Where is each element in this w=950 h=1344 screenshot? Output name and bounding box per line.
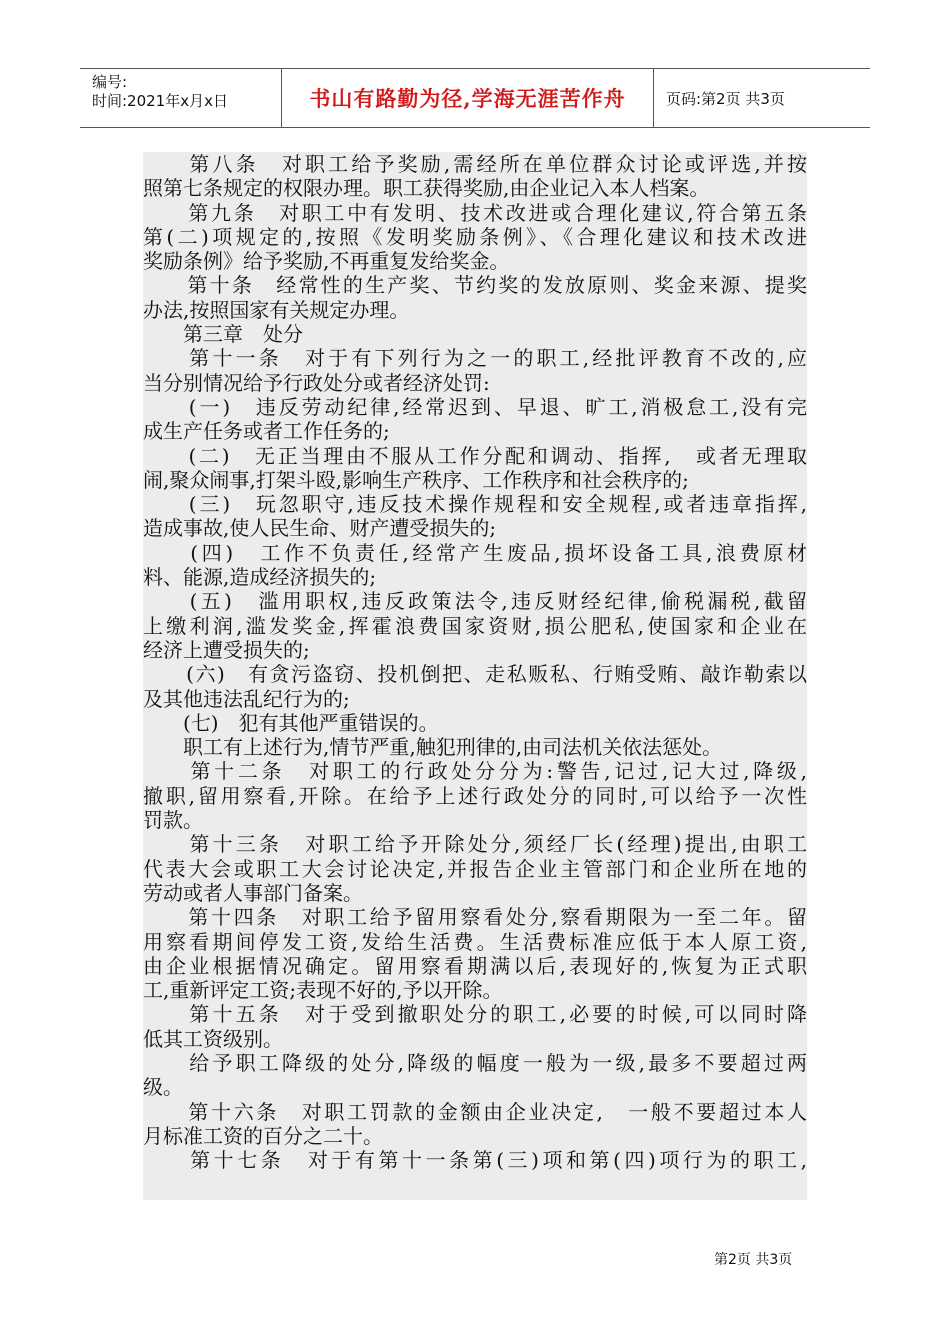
text-line: (三) 玩忽职守,违反技术操作规程和安全规程,或者违章指挥, xyxy=(143,492,807,517)
text-line: 职工有上述行为,情节严重,触犯刑律的,由司法机关依法惩处。 xyxy=(143,735,723,760)
text-line: 用察看期间停发工资,发给生活费。生活费标准应低于本人原工资, xyxy=(143,929,807,954)
text-line: 及其他违法乱纪行为的; xyxy=(143,686,350,711)
footer-page-number: 第2页 共3页 xyxy=(714,1252,793,1268)
text-line: 成生产任务或者工作任务的; xyxy=(143,419,390,444)
text-line: (七) 犯有其他严重错误的。 xyxy=(143,710,439,735)
text-line: 第十二条 对职工的行政处分分为:警告,记过,记大过,降级, xyxy=(143,759,807,784)
text-line: 第八条 对职工给予奖励,需经所在单位群众讨论或评选,并按 xyxy=(143,152,807,176)
text-line: (五) 滥用职权,违反政策法令,违反财经纪律,偷税漏税,截留 xyxy=(143,589,807,614)
document-number-label: 编号: xyxy=(92,73,128,91)
text-line: 第十七条 对于有第十一条第(三)项和第(四)项行为的职工, xyxy=(143,1148,807,1173)
text-line: 罚款。 xyxy=(143,808,203,833)
text-line: 第九条 对职工中有发明、技术改进或合理化建议,符合第五条 xyxy=(143,200,807,225)
text-line: 第十四条 对职工给予留用察看处分,察看期限为一至二年。留 xyxy=(143,905,807,930)
text-line: 上缴利润,滥发奖金,挥霍浪费国家资财,损公肥私,使国家和企业在 xyxy=(143,613,807,638)
text-line: (六) 有贪污盗窃、投机倒把、走私贩私、行贿受贿、敲诈勒索以 xyxy=(143,662,807,687)
text-line: 第十六条 对职工罚款的金额由企业决定, 一般不要超过本人 xyxy=(143,1099,807,1124)
text-line: 照第七条规定的权限办理。职工获得奖励,由企业记入本人档案。 xyxy=(143,176,710,201)
text-line: 奖励条例》给予奖励,不再重复发给奖金。 xyxy=(143,249,510,274)
text-line: (一) 违反劳动纪律,经常迟到、早退、旷工,消极怠工,没有完 xyxy=(143,394,807,419)
text-line: 第三章 处分 xyxy=(143,322,303,347)
header-page-number: 页码:第2页 共3页 xyxy=(666,89,785,108)
text-line: 低其工资级别。 xyxy=(143,1026,283,1051)
text-line: 级。 xyxy=(143,1075,183,1100)
document-body xyxy=(143,152,807,1200)
text-line: 代表大会或职工大会讨论决定,并报告企业主管部门和企业所在地的 xyxy=(143,856,807,881)
text-line: 当分别情况给予行政处分或者经济处罚: xyxy=(143,370,490,395)
text-line: (四) 工作不负责任,经常产生废品,损坏设备工具,浪费原材 xyxy=(143,540,807,565)
text-line: 料、能源,造成经济损失的; xyxy=(143,565,377,590)
header-meta xyxy=(80,69,282,127)
text-line: 劳动或者人事部门备案。 xyxy=(143,880,363,905)
text-line: 第十五条 对于受到撤职处分的职工,必要的时候,可以同时降 xyxy=(143,1002,807,1027)
text-line: 第十一条 对于有下列行为之一的职工,经批评教育不改的,应 xyxy=(143,346,807,371)
text-line: 第(二)项规定的,按照《发明奖励条例》、《合理化建议和技术改进 xyxy=(143,224,807,249)
text-line: 第十三条 对职工给予开除处分,须经厂长(经理)提出,由职工 xyxy=(143,832,807,857)
text-line: 给予职工降级的处分,降级的幅度一般为一级,最多不要超过两 xyxy=(143,1050,807,1075)
text-line: 第十条 经常性的生产奖、节约奖的发放原则、奖金来源、提奖 xyxy=(143,273,807,298)
text-line: 造成事故,使人民生命、财产遭受损失的; xyxy=(143,516,497,541)
page-header xyxy=(80,68,870,128)
text-line: 工,重新评定工资;表现不好的,予以开除。 xyxy=(143,978,503,1003)
text-line: 办法,按照国家有关规定办理。 xyxy=(143,297,410,322)
text-line: 闹,聚众闹事,打架斗殴,影响生产秩序、工作秩序和社会秩序的; xyxy=(143,467,689,492)
text-line: 撤职,留用察看,开除。在给予上述行政处分的同时,可以给予一次性 xyxy=(143,783,807,808)
text-line: 月标准工资的百分之二十。 xyxy=(143,1123,383,1148)
document-time-label: 时间:2021年x月x日 xyxy=(92,92,228,110)
text-line: (二) 无正当理由不服从工作分配和调动、指挥, 或者无理取 xyxy=(143,443,807,468)
header-motto: 书山有路勤为径,学海无涯苦作舟 xyxy=(282,69,654,127)
text-line: 经济上遭受损失的; xyxy=(143,637,310,662)
text-line: 由企业根据情况确定。留用察看期满以后,表现好的,恢复为正式职 xyxy=(143,953,807,978)
